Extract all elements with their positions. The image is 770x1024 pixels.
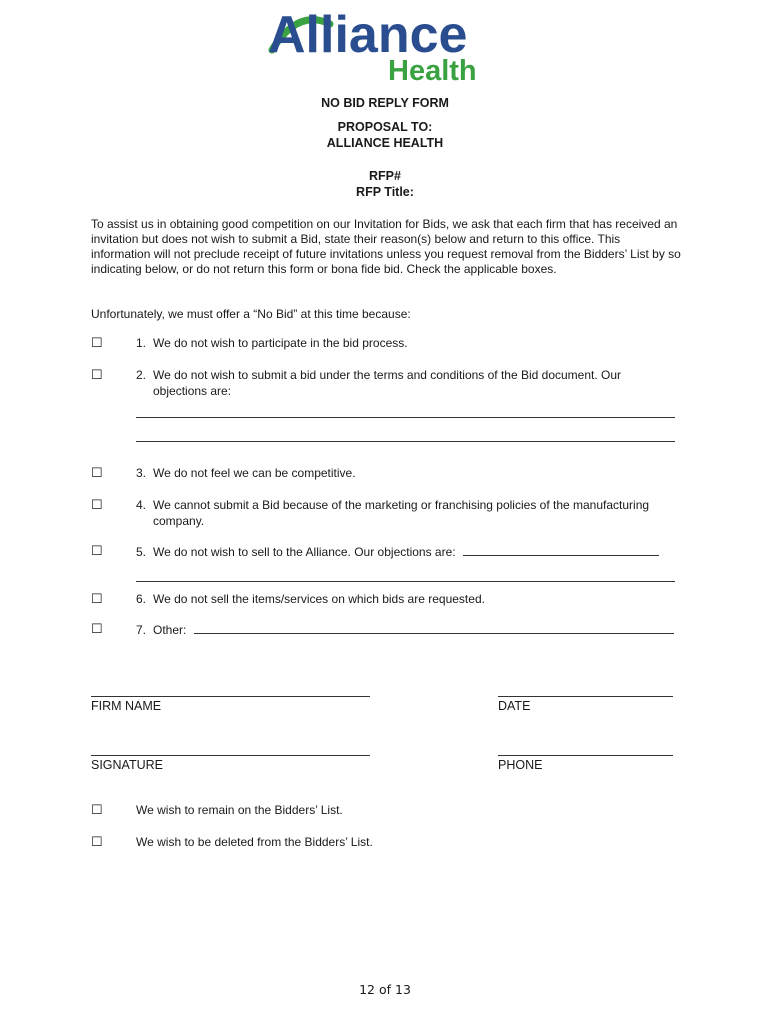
phone-label: PHONE (498, 758, 543, 772)
reason-6-text: We do not sell the items/services on which bids are requested. (153, 592, 485, 606)
reason-7-number: 7. (136, 623, 147, 637)
date-label: DATE (498, 699, 531, 713)
reason-2-objections-line-1[interactable] (136, 417, 675, 418)
reason-5-objections-line[interactable] (136, 581, 675, 582)
signature-label: SIGNATURE (91, 758, 163, 772)
firm-name-line[interactable] (91, 696, 370, 697)
logo-wordmark-health: Health (388, 55, 477, 84)
reason-6-number: 6. (136, 592, 147, 606)
reason-2-objections-line-2[interactable] (136, 441, 675, 442)
reason-3-checkbox[interactable]: ☐ (91, 465, 103, 480)
reason-1-checkbox[interactable]: ☐ (91, 335, 103, 350)
alliance-health-logo (268, 2, 484, 84)
reason-5-number: 5. (136, 545, 147, 559)
reason-4-text-cont: company. (153, 513, 205, 528)
remain-on-list-checkbox[interactable]: ☐ (91, 802, 103, 817)
delete-from-list-checkbox[interactable]: ☐ (91, 834, 103, 849)
intro-paragraph: To assist us in obtaining good competition on our Invitation for Bids, we ask that each firm that has received an invitation but does not wish to submit a Bid, state their reason(s) below and return to this office. This information will not preclude receipt of future invitations unless you request removal from the Bidders’ List by so indicating below, or do not return this form or bona fide bid. Check the applicable boxes. (91, 217, 681, 276)
proposal-to: PROPOSAL TO: (337, 120, 433, 134)
reason-5-text: We do not wish to sell to the Alliance. Our objections are: (153, 545, 456, 559)
phone-line[interactable] (498, 755, 673, 756)
reason-6-checkbox[interactable]: ☐ (91, 591, 103, 606)
reason-3 (136, 466, 356, 482)
date-line[interactable] (498, 696, 673, 697)
reason-2-text: We do not wish to submit a bid under the terms and conditions of the Bid document. Our (153, 368, 622, 382)
reason-1-number: 1. (136, 336, 147, 350)
reason-4 (136, 498, 649, 529)
reason-4-checkbox[interactable]: ☐ (91, 497, 103, 512)
reason-7-other-line[interactable] (194, 622, 674, 634)
reason-4-text: We cannot submit a Bid because of the marketing or franchising policies of the manufacturing (153, 498, 650, 512)
reason-7 (136, 622, 674, 639)
reason-6 (136, 592, 485, 608)
reason-2-checkbox[interactable]: ☐ (91, 367, 103, 382)
form-title: NO BID REPLY FORM (321, 96, 449, 110)
reason-3-text: We do not feel we can be competitive. (153, 466, 356, 480)
signature-line[interactable] (91, 755, 370, 756)
reason-4-number: 4. (136, 498, 147, 512)
rfp-title-label: RFP Title: (356, 185, 414, 199)
firm-name-label: FIRM NAME (91, 699, 162, 713)
reason-1 (136, 336, 408, 352)
no-bid-lead: Unfortunately, we must offer a “No Bid” at this time because: (91, 307, 411, 321)
reason-7-text: Other: (153, 623, 187, 637)
reason-2-number: 2. (136, 368, 147, 382)
reason-5 (136, 544, 659, 561)
reason-2 (136, 368, 621, 399)
proposal-recipient: ALLIANCE HEALTH (326, 136, 444, 150)
reason-3-number: 3. (136, 466, 147, 480)
rfp-number-label: RFP# (369, 169, 401, 183)
reason-5-checkbox[interactable]: ☐ (91, 543, 103, 558)
reason-7-checkbox[interactable]: ☐ (91, 621, 103, 636)
remain-on-list-text: We wish to remain on the Bidders’ List. (136, 803, 343, 817)
reason-1-text: We do not wish to participate in the bid process. (153, 336, 408, 350)
reason-5-objections-inline-line[interactable] (463, 544, 659, 556)
reason-2-text-cont: objections are: (153, 383, 232, 398)
delete-from-list-text: We wish to be deleted from the Bidders’ List. (136, 835, 373, 849)
logo-wordmark-alliance: Alliance (268, 6, 468, 64)
page-number: 12 of 13 (359, 982, 411, 997)
